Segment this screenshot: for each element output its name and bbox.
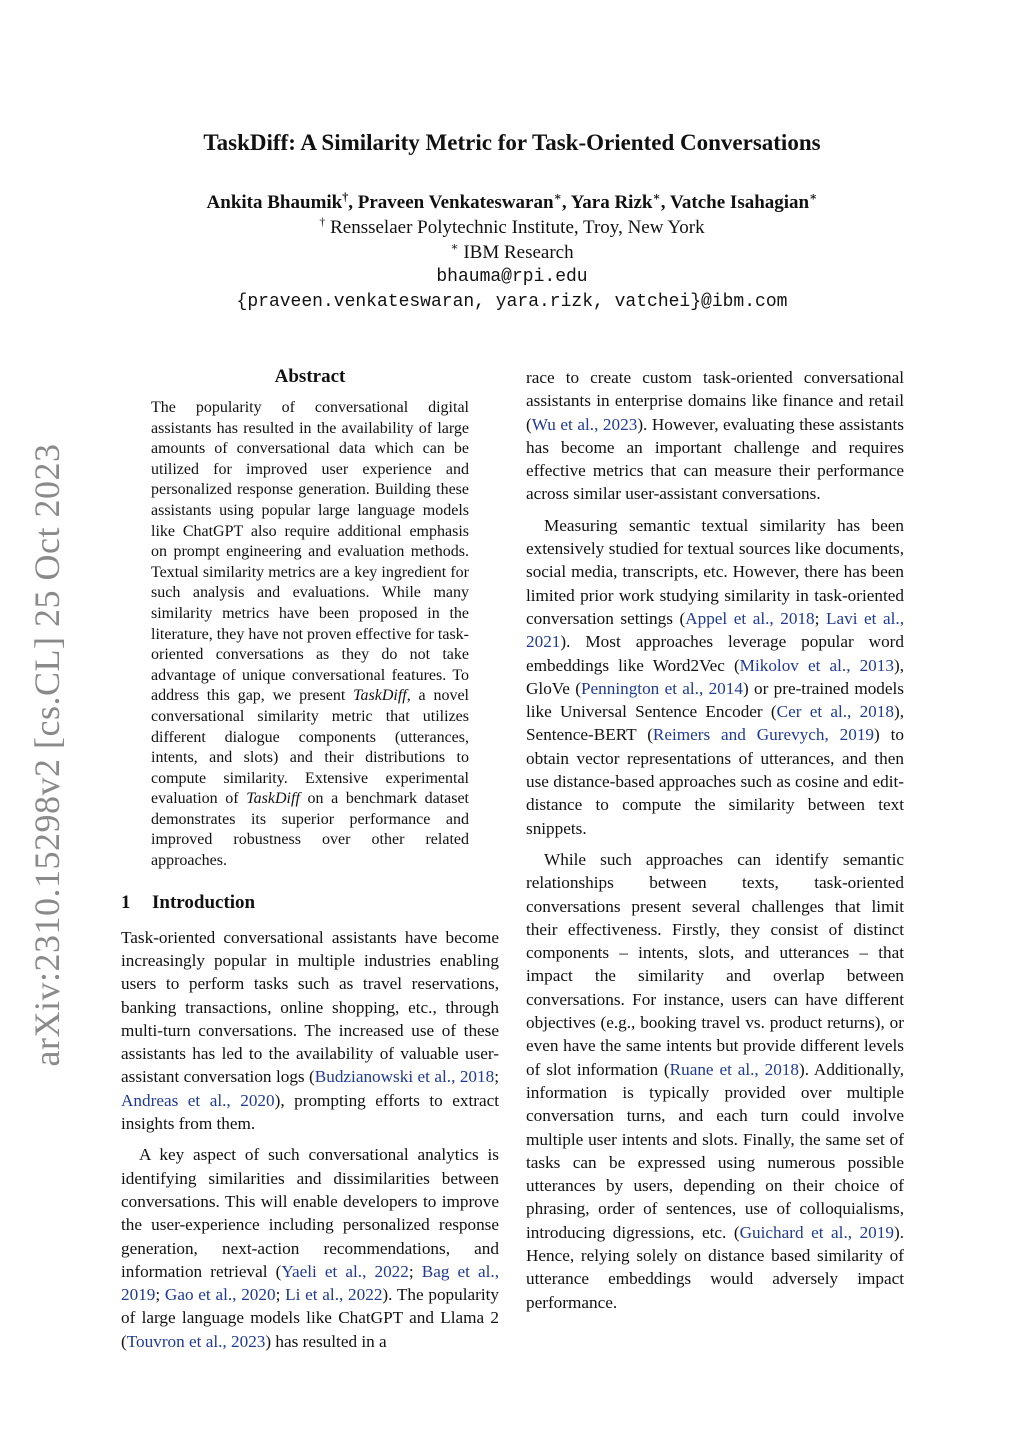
author-name: Praveen Venkateswaran: [357, 192, 554, 213]
citation-link[interactable]: Li et al., 2022: [285, 1285, 383, 1305]
abstract-text: The popularity of conversational digital assistants has resulted in the availability of large amounts of conversational data which can be utilized for improved user experience and personalized response generation. Building these assistants using popular large language models like ChatGPT also require additional emphasis on prompt engineering and evaluation methods. Textual similarity metrics are a key ingredient for such analysis and evaluations. While many similarity metrics have been proposed in the literature, they have not proven effective for task-oriented conversations as they do not take advantage of unique conversational features. To address this gap, we present TaskDiff, a novel conversational similarity metric that utilizes different dialogue components (utterances, intents, and slots) and their distributions to compute similarity. Extensive experimental evaluation of TaskDiff on a benchmark dataset demonstrates its superior performance and improved robustness over other related approaches.: [151, 399, 470, 870]
citation-link[interactable]: Reimers and Gurevych, 2019: [652, 725, 875, 745]
section-heading-introduction: 1 Introduction: [121, 891, 256, 913]
author-block: [0, 190, 1024, 315]
citation-link[interactable]: Lavi et al., 2021: [526, 608, 905, 652]
arxiv-identifier: arXiv:2310.15298v2 [cs.CL] 25 Oct 2023: [27, 443, 67, 1067]
author-name: Yara Rizk: [570, 192, 653, 213]
citation-link[interactable]: Pennington et al., 2014: [580, 678, 743, 698]
intro-paragraph-2: A key aspect of such conversational analytics is identifying similarities and dissimilarities between conversations. This will enable developers to improve the user-experience including personalized response generation, next-action recommendations, and information retrieval (Yaeli et al., 2022; Bag et al., 2019; Gao et al., 2020; Li et al., 2022). The popularity of large language models like ChatGPT and Llama 2 (Touvron et al., 2023) has resulted in a: [121, 1145, 500, 1351]
author-list: Ankita Bhaumik†, Praveen Venkateswaran∗, Yara Rizk∗, Vatche Isahagian∗: [206, 189, 818, 213]
author-name: Ankita Bhaumik: [206, 192, 343, 213]
citation-link[interactable]: Cer et al., 2018: [776, 702, 894, 722]
citation-link[interactable]: Andreas et al., 2020: [121, 1090, 275, 1110]
affiliation-mark: ∗: [809, 189, 818, 204]
intro-paragraph-4: While such approaches can identify semantic relationships between texts, task-oriented conversations present several challenges that limit their effectiveness. Firstly, they consist of distinct components – intents, slots, and utterances – that impact the similarity and overlap between conversations. For instance, users can have different objectives (e.g., booking travel vs. product returns), or even have the same intents but provide different levels of slot information (Ruane et al., 2018). Additionally, information is typically provided over multiple conversation turns, and each turn could involve multiple user intents and slots. Finally, the same set of tasks can be expressed using numerous possible utterances by users, depending on their choice of phrasing, order of sentences, use of colloquialisms, introducing digressions, etc. (Guichard et al., 2019). Hence, relying solely on distance based similarity of utterance embeddings would adversely impact performance.: [526, 849, 904, 1312]
intro-paragraph-1: Task-oriented conversational assistants have become increasingly popular in multiple industries enabling users to perform tasks such as travel reservations, banking transactions, online shopping, etc., through multi-turn conversations. The increased use of these assistants has led to the availability of valuable user-assistant conversation logs (Budzianowski et al., 2018; Andreas et al., 2020), prompting efforts to extract insights from them.: [121, 927, 499, 1134]
left-column: [121, 366, 499, 1361]
author-name: Vatche Isahagian: [669, 192, 810, 213]
intro-paragraph-continued: race to create custom task-oriented conversational assistants in enterprise domains like finance and retail (Wu et al., 2023). However, evaluating these assistants has become an important challenge and requires effective metrics that can measure their performance across similar user-assistant conversations.: [526, 368, 904, 504]
affiliation-mark: †: [342, 189, 349, 204]
affiliation-line: ∗ IBM Research: [450, 239, 574, 263]
abstract-heading: Abstract: [274, 366, 346, 387]
right-column: [526, 366, 904, 1322]
affiliation-mark: ∗: [553, 189, 562, 204]
intro-paragraph-3: Measuring semantic textual similarity has been extensively studied for textual sources like documents, social media, transcripts, etc. However, there has been limited prior work studying similarity in task-oriented conversation settings (Appel et al., 2018; Lavi et al., 2021). Most approaches leverage popular word embeddings like Word2Vec (Mikolov et al., 2013), GloVe (Pennington et al., 2014) or pre-trained models like Universal Sentence Encoder (Cer et al., 2018), Sentence-BERT (Reimers and Gurevych, 2019) to obtain vector representations of utterances, and then use distance-based approaches such as cosine and edit-distance to compute the similarity between text snippets.: [526, 515, 905, 838]
citation-link[interactable]: Ruane et al., 2018: [669, 1059, 799, 1079]
citation-link[interactable]: Guichard et al., 2019: [739, 1222, 894, 1242]
paper-title: TaskDiff: A Similarity Metric for Task-Oriented Conversations: [203, 130, 821, 155]
citation-link[interactable]: Mikolov et al., 2013: [739, 655, 894, 675]
citation-link[interactable]: Yaeli et al., 2022: [281, 1261, 409, 1281]
email-line: bhauma@rpi.edu: [436, 267, 588, 287]
email-line: {praveen.venkateswaran, yara.rizk, vatchei}@ibm.com: [236, 292, 788, 312]
citation-link[interactable]: Gao et al., 2020: [164, 1285, 276, 1305]
affiliation-line: † Rensselaer Polytechnic Institute, Troy, New York: [319, 214, 705, 238]
citation-link[interactable]: Touvron et al., 2023: [126, 1331, 266, 1351]
citation-link[interactable]: Bag et al., 2019: [121, 1261, 500, 1305]
citation-link[interactable]: Budzianowski et al., 2018: [314, 1067, 495, 1087]
citation-link[interactable]: Wu et al., 2023: [531, 414, 638, 434]
affiliation-mark: ∗: [652, 189, 661, 204]
arxiv-sidebar: [25, 443, 69, 1067]
citation-link[interactable]: Appel et al., 2018: [685, 608, 815, 628]
